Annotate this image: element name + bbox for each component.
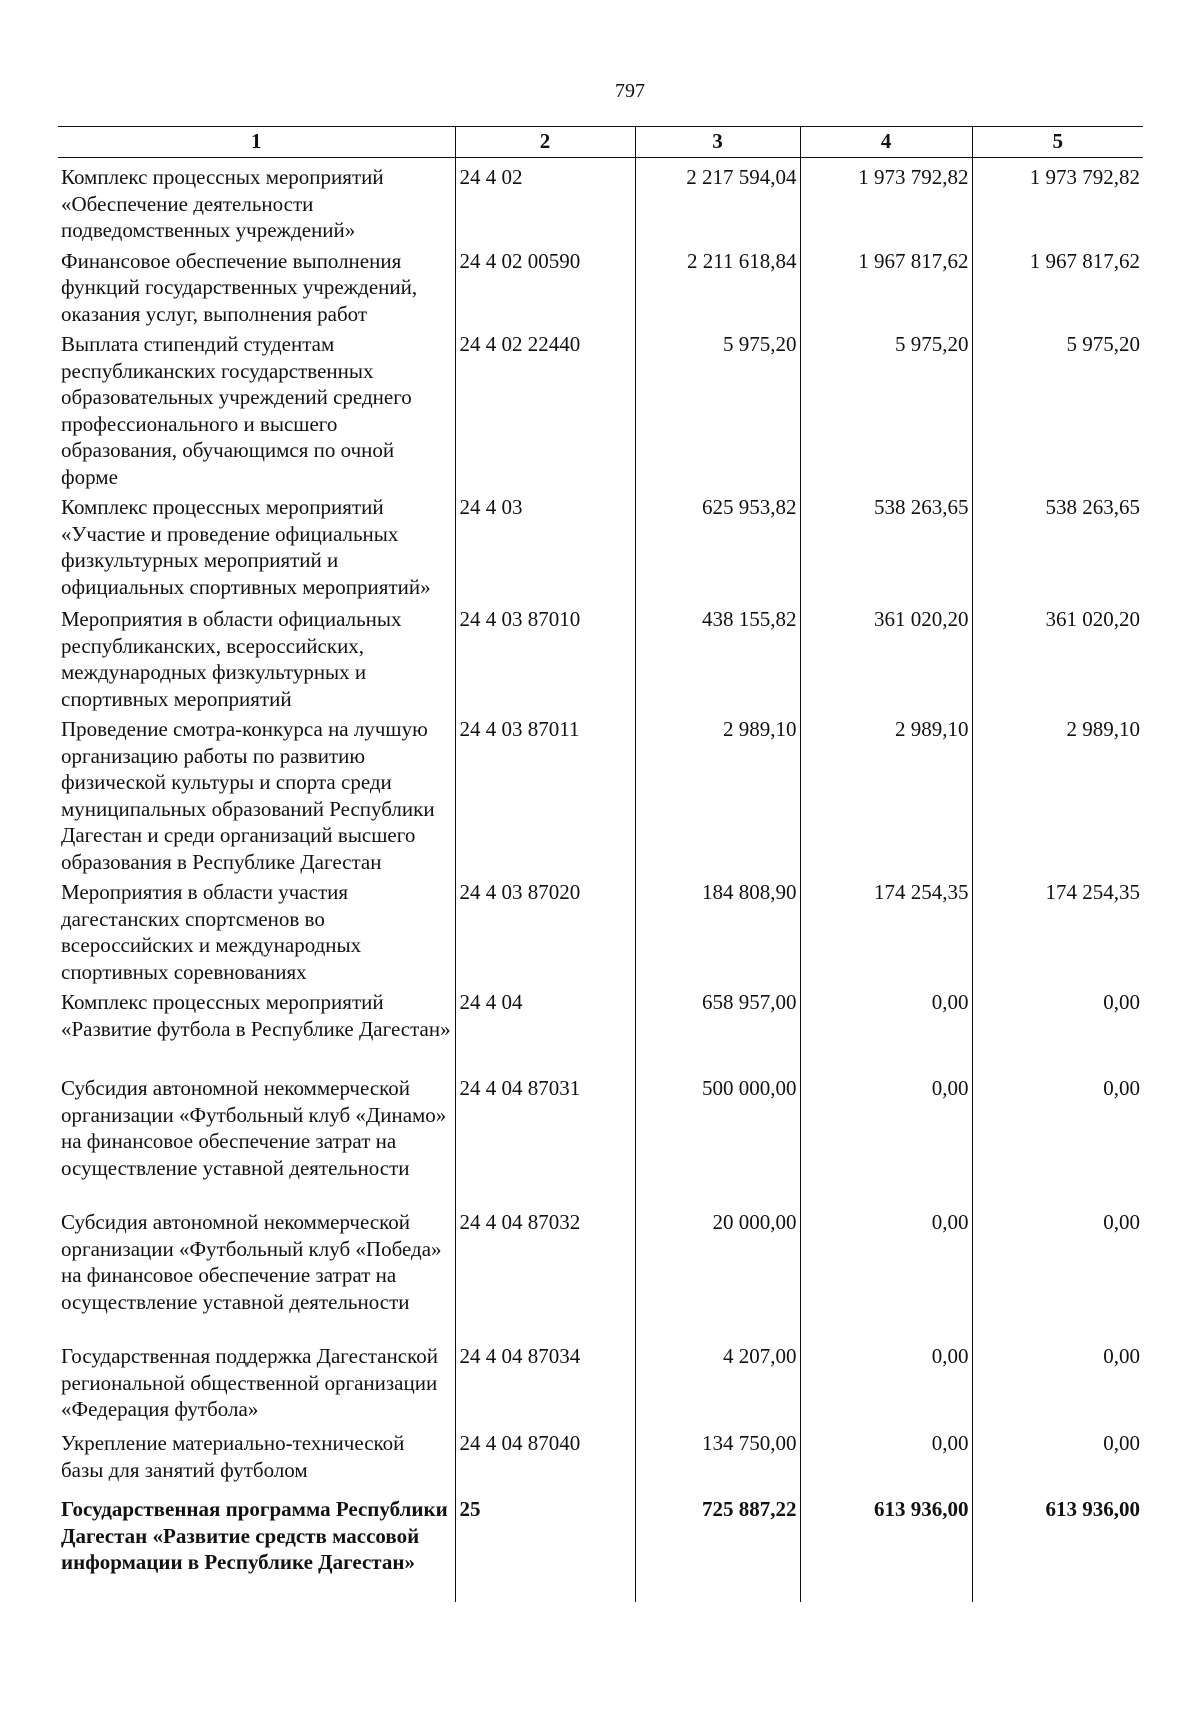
row-value-col3: 2 217 594,04	[635, 158, 800, 244]
row-code-cell: 24 4 03 87010	[455, 602, 635, 712]
table-row	[58, 712, 1143, 875]
row-code-cell: 24 4 02 22440	[455, 327, 635, 490]
row-value-col4: 0,00	[800, 985, 972, 1071]
row-name-cell: Мероприятия в области официальных республиканских, всероссийских, международных физкультурных и спортивных мероприятий	[61, 607, 402, 711]
row-code-cell: 24 4 03 87020	[455, 875, 635, 985]
row-code-cell: 24 4 02 00590	[455, 244, 635, 328]
row-value-col3: 5 975,20	[635, 327, 800, 490]
table-row	[58, 1071, 1143, 1205]
row-value-col5: 0,00	[972, 1205, 1143, 1339]
table-row	[58, 490, 1143, 602]
row-value-col3: 725 887,22	[635, 1492, 800, 1602]
column-header-3: 3	[635, 127, 800, 158]
row-value-col4: 0,00	[800, 1426, 972, 1492]
row-value-col5: 361 020,20	[972, 602, 1143, 712]
row-value-col4: 361 020,20	[800, 602, 972, 712]
header-row	[58, 127, 1143, 158]
row-value-col5: 1 967 817,62	[972, 244, 1143, 328]
row-name-cell: Субсидия автономной некоммерческой организации «Футбольный клуб «Динамо» на финансовое обеспечение затрат на осуществление уставной деятельности	[61, 1076, 447, 1180]
table-row	[58, 1492, 1143, 1602]
row-name-cell: Комплекс процессных мероприятий «Обеспечение деятельности подведомственных учреждений»	[61, 165, 384, 242]
row-value-col5: 538 263,65	[972, 490, 1143, 602]
row-name-cell: Выплата стипендий студентам республиканских государственных образовательных учреждений среднего профессионального и высшего образования, обучающимся по очной форме	[61, 332, 412, 489]
row-value-col5: 1 973 792,82	[972, 158, 1143, 244]
row-value-col4: 0,00	[800, 1071, 972, 1205]
row-value-col5: 0,00	[972, 985, 1143, 1071]
row-value-col5: 0,00	[972, 1426, 1143, 1492]
row-value-col3: 438 155,82	[635, 602, 800, 712]
column-header-2: 2	[455, 127, 635, 158]
row-value-col4: 2 989,10	[800, 712, 972, 875]
column-header-1: 1	[58, 127, 455, 158]
row-name-cell: Финансовое обеспечение выполнения функций государственных учреждений, оказания услуг, выполнения работ	[61, 248, 418, 326]
row-name-cell: Комплекс процессных мероприятий «Развитие футбола в Республике Дагестан»	[61, 990, 451, 1041]
row-value-col5: 0,00	[972, 1339, 1143, 1426]
row-name-cell: Мероприятия в области участия дагестанских спортсменов во всероссийских и международных спортивных соревнованиях	[61, 880, 362, 984]
table-body	[58, 158, 1143, 1603]
row-value-col3: 500 000,00	[635, 1071, 800, 1205]
table-row	[58, 602, 1143, 712]
row-name-cell: Комплекс процессных мероприятий «Участие и проведение официальных физкультурных мероприятий и официальных спортивных мероприятий»	[61, 495, 431, 599]
row-name-cell: Субсидия автономной некоммерческой организации «Футбольный клуб «Победа» на финансовое обеспечение затрат на осуществление уставной деятельности	[61, 1210, 442, 1314]
table-row	[58, 875, 1143, 985]
row-code-cell: 24 4 03 87011	[455, 712, 635, 875]
table-row	[58, 158, 1143, 244]
row-value-col4: 174 254,35	[800, 875, 972, 985]
row-name-cell: Укрепление материально-технической базы для занятий футболом	[61, 1431, 405, 1482]
row-value-col5: 613 936,00	[972, 1492, 1143, 1602]
row-value-col3: 4 207,00	[635, 1339, 800, 1426]
budget-table	[58, 126, 1143, 1602]
row-value-col3: 625 953,82	[635, 490, 800, 602]
table-row	[58, 1426, 1143, 1492]
row-code-cell: 24 4 04	[455, 985, 635, 1071]
page-number: 797	[615, 80, 645, 102]
row-code-cell: 24 4 04 87032	[455, 1205, 635, 1339]
row-value-col4: 0,00	[800, 1339, 972, 1426]
row-value-col4: 1 973 792,82	[800, 158, 972, 244]
row-value-col4: 5 975,20	[800, 327, 972, 490]
row-code-cell: 24 4 03	[455, 490, 635, 602]
row-value-col4: 1 967 817,62	[800, 244, 972, 328]
row-value-col3: 658 957,00	[635, 985, 800, 1071]
row-code-cell: 24 4 04 87034	[455, 1339, 635, 1426]
table-row	[58, 985, 1143, 1071]
table-row	[58, 1339, 1143, 1426]
table-row	[58, 1205, 1143, 1339]
row-value-col4: 538 263,65	[800, 490, 972, 602]
row-value-col5: 2 989,10	[972, 712, 1143, 875]
table-row	[58, 244, 1143, 328]
row-code-cell: 24 4 02	[455, 158, 635, 244]
row-value-col5: 174 254,35	[972, 875, 1143, 985]
row-name-cell: Государственная поддержка Дагестанской региональной общественной организации «Федерация футбола»	[61, 1344, 438, 1421]
row-value-col4: 0,00	[800, 1205, 972, 1339]
row-value-col3: 2 989,10	[635, 712, 800, 875]
row-code-cell: 25	[455, 1492, 635, 1602]
column-header-4: 4	[800, 127, 972, 158]
row-value-col5: 5 975,20	[972, 327, 1143, 490]
table-row	[58, 327, 1143, 490]
row-value-col3: 2 211 618,84	[635, 244, 800, 328]
row-code-cell: 24 4 04 87031	[455, 1071, 635, 1205]
row-value-col5: 0,00	[972, 1071, 1143, 1205]
row-name-cell: Проведение смотра-конкурса на лучшую организацию работы по развитию физической культуры и спорта среди муниципальных образований Республики Дагестан и среди организаций высшего образования в Республике Дагестан	[61, 717, 435, 874]
row-value-col3: 184 808,90	[635, 875, 800, 985]
row-code-cell: 24 4 04 87040	[455, 1426, 635, 1492]
column-header-5: 5	[972, 127, 1143, 158]
row-value-col3: 134 750,00	[635, 1426, 800, 1492]
row-value-col3: 20 000,00	[635, 1205, 800, 1339]
row-value-col4: 613 936,00	[800, 1492, 972, 1602]
row-name-cell: Государственная программа Республики Дагестан «Развитие средств массовой информации в Республике Дагестан»	[61, 1497, 448, 1574]
